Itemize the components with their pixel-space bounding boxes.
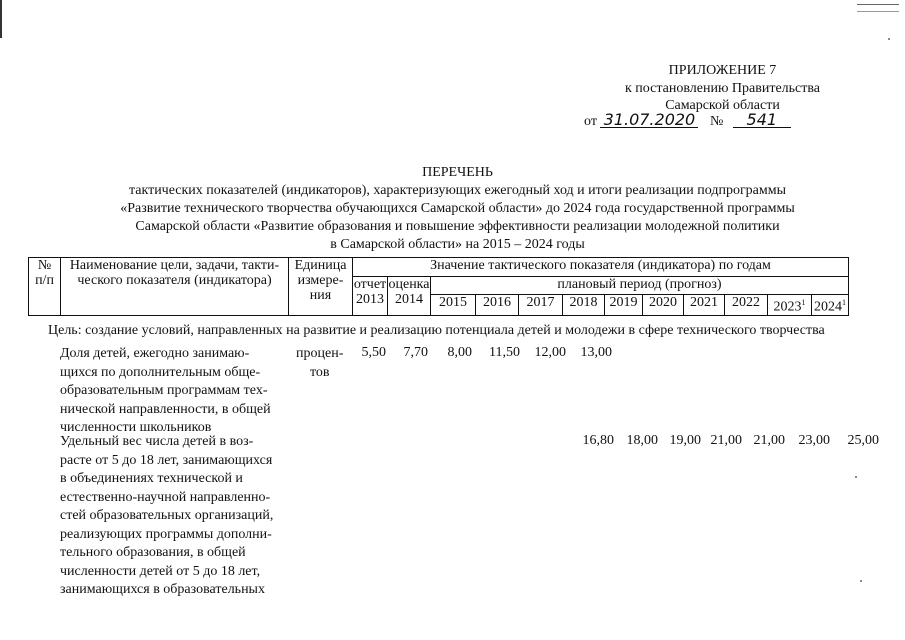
header-unit-line-1: Единица: [294, 258, 347, 273]
row-2-value-2018: 16,80: [582, 433, 614, 448]
row-1-name-line: щихся по дополнительным обще-: [60, 364, 261, 380]
date-prefix: от: [584, 114, 597, 129]
scan-speck: [888, 38, 890, 40]
row-1-value-2013: 5,50: [361, 345, 386, 360]
row-1-name-line: нической направленности, в общей: [60, 401, 271, 417]
goal-statement: Цель: создание условий, направленных на развитие и реализацию потенциала детей и молодежи в сфере технического творчества: [48, 323, 825, 338]
row-2-name-line: стей образовательных организаций,: [60, 508, 274, 523]
header-year-2016: 2016: [476, 295, 519, 316]
document-subtitle-line-2: «Развитие технического творчества обучающихся Самарской области» до 2024 года государственной программы: [120, 201, 795, 216]
scan-speck: [860, 580, 862, 582]
row-2-name-line: естественно-научной направленно-: [60, 489, 271, 505]
header-number: №: [37, 258, 52, 273]
header-year-2017: 2017: [519, 295, 563, 316]
row-2-name-line: в объединениях технической и: [60, 471, 243, 486]
header-unit-line-2: измере-: [297, 273, 344, 288]
header-name-line-1: Наименование цели, задачи, такти-: [69, 258, 280, 273]
document-subtitle-line-3: Самарской области «Развитие образования и повышение эффективности реализации молодежной политики: [135, 219, 780, 234]
header-number-sub: п/п: [35, 273, 54, 288]
header-year-2021: 2021: [684, 295, 725, 316]
document-title: ПЕРЕЧЕНЬ: [422, 165, 493, 180]
row-1-value-2018: 13,00: [580, 345, 612, 360]
row-1-unit-line: процен-: [296, 346, 344, 361]
header-report-year: 2013: [356, 292, 384, 307]
header-plan-period: плановый период (прогноз): [431, 277, 849, 295]
row-1-value-2014: 7,70: [403, 345, 428, 360]
row-1-indicator-name: [60, 345, 271, 438]
header-number-cell: [29, 258, 61, 316]
handwritten-date: 31.07.2020: [600, 112, 698, 128]
row-2-indicator-name: [60, 433, 273, 600]
row-1-value-2017: 12,00: [534, 345, 566, 360]
row-2-name-line: тельного образования, в общей: [60, 545, 246, 560]
header-estimate-cell: [388, 277, 431, 316]
header-unit-line-3: ния: [309, 288, 332, 303]
document-subtitle-line-4: в Самарской области» на 2015 – 2024 годы: [330, 237, 585, 252]
row-1-name-line: образовательным программам тех-: [60, 383, 268, 398]
header-name-line-2: ческого показателя (индикатора): [77, 273, 272, 288]
appendix-date-line: [584, 112, 791, 130]
row-2-value-2020: 19,00: [669, 433, 701, 448]
header-year-2020: 2020: [643, 295, 684, 316]
row-2-name-line: занимающихся в образовательных: [60, 582, 265, 597]
scan-speck: [855, 476, 857, 478]
header-estimate-label: оценка: [388, 277, 430, 292]
row-2-value-2022: 21,00: [753, 433, 785, 448]
handwritten-number: 541: [733, 112, 791, 128]
row-2-name-line: Удельный вес числа детей в воз-: [60, 434, 254, 449]
row-2-value-2021: 21,00: [710, 433, 742, 448]
header-year-2015: 2015: [431, 295, 476, 316]
row-1-name-line: численности школьников: [60, 420, 212, 435]
header-year-2023: 2023$^1$: [768, 295, 812, 316]
appendix-line-region: Самарской области: [665, 98, 780, 113]
row-2-name-line: реализующих программы дополни-: [60, 526, 272, 542]
header-year-2022: 2022: [725, 295, 768, 316]
header-unit-cell: [289, 258, 353, 316]
row-2-value-2023: 23,00: [798, 433, 830, 448]
header-report-label: отчет: [353, 277, 387, 292]
header-name-cell: [61, 258, 289, 316]
header-estimate-year: 2014: [395, 292, 423, 307]
header-year-2024: 2024$^1$: [812, 295, 849, 316]
row-2-name-line: численности детей от 5 до 18 лет,: [60, 563, 261, 579]
appendix-title: ПРИЛОЖЕНИЕ 7: [668, 63, 777, 78]
scan-corner-mark: [857, 4, 899, 12]
footnote-mark-2023: 1: [801, 298, 806, 307]
row-2-name-line: расте от 5 до 18 лет, занимающихся: [60, 452, 273, 468]
row-2-value-2019: 18,00: [626, 433, 658, 448]
document-subtitle-line-1: тактических показателей (индикаторов), характеризующих ежегодный ход и итоги реализации подпрограммы: [128, 183, 787, 198]
footnote-mark-2024: 1: [842, 298, 846, 307]
scan-edge-line: [0, 0, 2, 38]
row-1-name-line: Доля детей, ежегодно занимаю-: [60, 346, 250, 361]
indicator-table-header: [28, 257, 849, 316]
row-1-unit: [296, 345, 343, 382]
header-year-2018: 2018: [563, 295, 605, 316]
row-1-value-2015: 8,00: [447, 345, 472, 360]
header-report-cell: [353, 277, 388, 316]
row-1-value-2016: 11,50: [489, 345, 520, 360]
number-sign: №: [709, 114, 724, 129]
row-1-unit-line: тов: [310, 364, 330, 380]
appendix-line-decree: к постановлению Правительства: [624, 81, 821, 96]
header-values-title: Значение тактического показателя (индикатора) по годам: [353, 258, 849, 277]
header-year-2019: 2019: [605, 295, 643, 316]
row-2-value-2024: 25,00: [847, 433, 879, 448]
